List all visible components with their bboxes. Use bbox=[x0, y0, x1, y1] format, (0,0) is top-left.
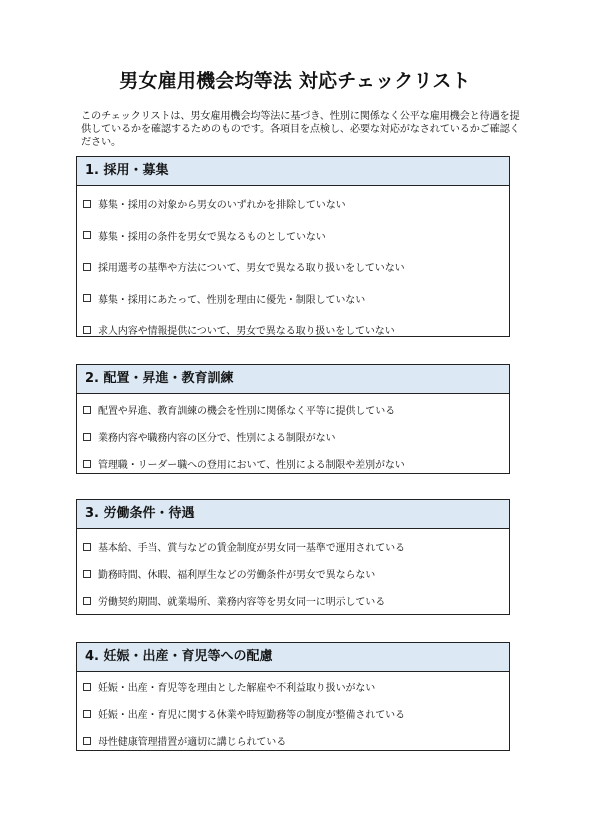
checkbox-icon[interactable] bbox=[83, 710, 91, 718]
checklist-item-label: 業務内容や職務内容の区分で、性別による制限がない bbox=[98, 433, 336, 444]
section-heading: 4. 妊娠・出産・育児等への配慮 bbox=[77, 643, 509, 672]
checklist-item-label: 妊娠・出産・育児に関する休業や時短勤務等の制度が整備されている bbox=[98, 710, 405, 721]
checklist-item[interactable] bbox=[83, 251, 503, 283]
checklist-item[interactable] bbox=[83, 220, 503, 252]
page-title: 男女雇用機会均等法 対応チェックリスト bbox=[119, 70, 471, 92]
checklist-item-label: 母性健康管理措置が適切に講じられている bbox=[98, 737, 287, 748]
checklist-item-label: 勤務時間、休暇、福利厚生などの労働条件が男女で異ならない bbox=[98, 570, 376, 581]
intro-text: このチェックリストは、男女雇用機会均等法に基づき、性別に関係なく公平な雇用機会と待遇を提供しているかを確認するためのものです。各項目を点検し、必要な対応がなされているかご確認ください。 bbox=[81, 111, 520, 148]
checklist-item-label: 採用選考の基準や方法について、男女で異なる取り扱いをしていない bbox=[98, 263, 405, 275]
section-recruitment bbox=[76, 156, 510, 337]
checkbox-icon[interactable] bbox=[83, 570, 91, 578]
checkbox-icon[interactable] bbox=[83, 543, 91, 551]
checklist-item[interactable] bbox=[83, 727, 503, 754]
section-working-conditions bbox=[76, 499, 510, 615]
checkbox-icon[interactable] bbox=[83, 597, 91, 605]
checkbox-icon[interactable] bbox=[83, 433, 91, 441]
checkbox-icon[interactable] bbox=[83, 737, 91, 745]
checklist-item-label: 労働契約期間、就業場所、業務内容等を男女同一に明示している bbox=[98, 597, 386, 608]
checklist-item-label: 募集・採用の条件を男女で異なるものとしていない bbox=[98, 231, 326, 243]
checkbox-icon[interactable] bbox=[83, 294, 91, 302]
checklist-item[interactable] bbox=[83, 423, 503, 450]
checklist-item-label: 求人内容や情報提供について、男女で異なる取り扱いをしていない bbox=[98, 326, 395, 338]
checklist-item[interactable] bbox=[83, 533, 503, 560]
checkbox-icon[interactable] bbox=[83, 683, 91, 691]
checkbox-icon[interactable] bbox=[83, 263, 91, 271]
checklist-item[interactable] bbox=[83, 700, 503, 727]
checkbox-icon[interactable] bbox=[83, 406, 91, 414]
checkbox-icon[interactable] bbox=[83, 200, 91, 208]
checklist-item-label: 募集・採用にあたって、性別を理由に優先・制限していない bbox=[98, 294, 366, 306]
checklist-item[interactable] bbox=[83, 314, 503, 346]
checklist-item-label: 配置や昇進、教育訓練の機会を性別に関係なく平等に提供している bbox=[98, 406, 395, 417]
checkbox-icon[interactable] bbox=[83, 326, 91, 334]
checklist-item[interactable] bbox=[83, 283, 503, 315]
section-heading: 2. 配置・昇進・教育訓練 bbox=[77, 365, 509, 394]
checklist-item-label: 基本給、手当、賞与などの賃金制度が男女同一基準で運用されている bbox=[98, 543, 405, 554]
checkbox-icon[interactable] bbox=[83, 460, 91, 468]
checkbox-icon[interactable] bbox=[83, 231, 91, 239]
checklist-item[interactable] bbox=[83, 396, 503, 423]
section-placement-promotion bbox=[76, 364, 510, 474]
checklist-item[interactable] bbox=[83, 673, 503, 700]
section-heading: 3. 労働条件・待遇 bbox=[77, 500, 509, 529]
checklist-item-label: 妊娠・出産・育児等を理由とした解雇や不利益取り扱いがない bbox=[98, 683, 376, 694]
section-maternity-childcare bbox=[76, 642, 510, 751]
section-heading: 1. 採用・募集 bbox=[77, 157, 509, 186]
checklist-item[interactable] bbox=[83, 188, 503, 220]
checklist-item-label: 管理職・リーダー職への登用において、性別による制限や差別がない bbox=[98, 460, 405, 471]
checklist-item[interactable] bbox=[83, 587, 503, 614]
checklist-item-label: 募集・採用の対象から男女のいずれかを排除していない bbox=[98, 200, 346, 212]
checklist-item[interactable] bbox=[83, 450, 503, 477]
checklist-item[interactable] bbox=[83, 560, 503, 587]
